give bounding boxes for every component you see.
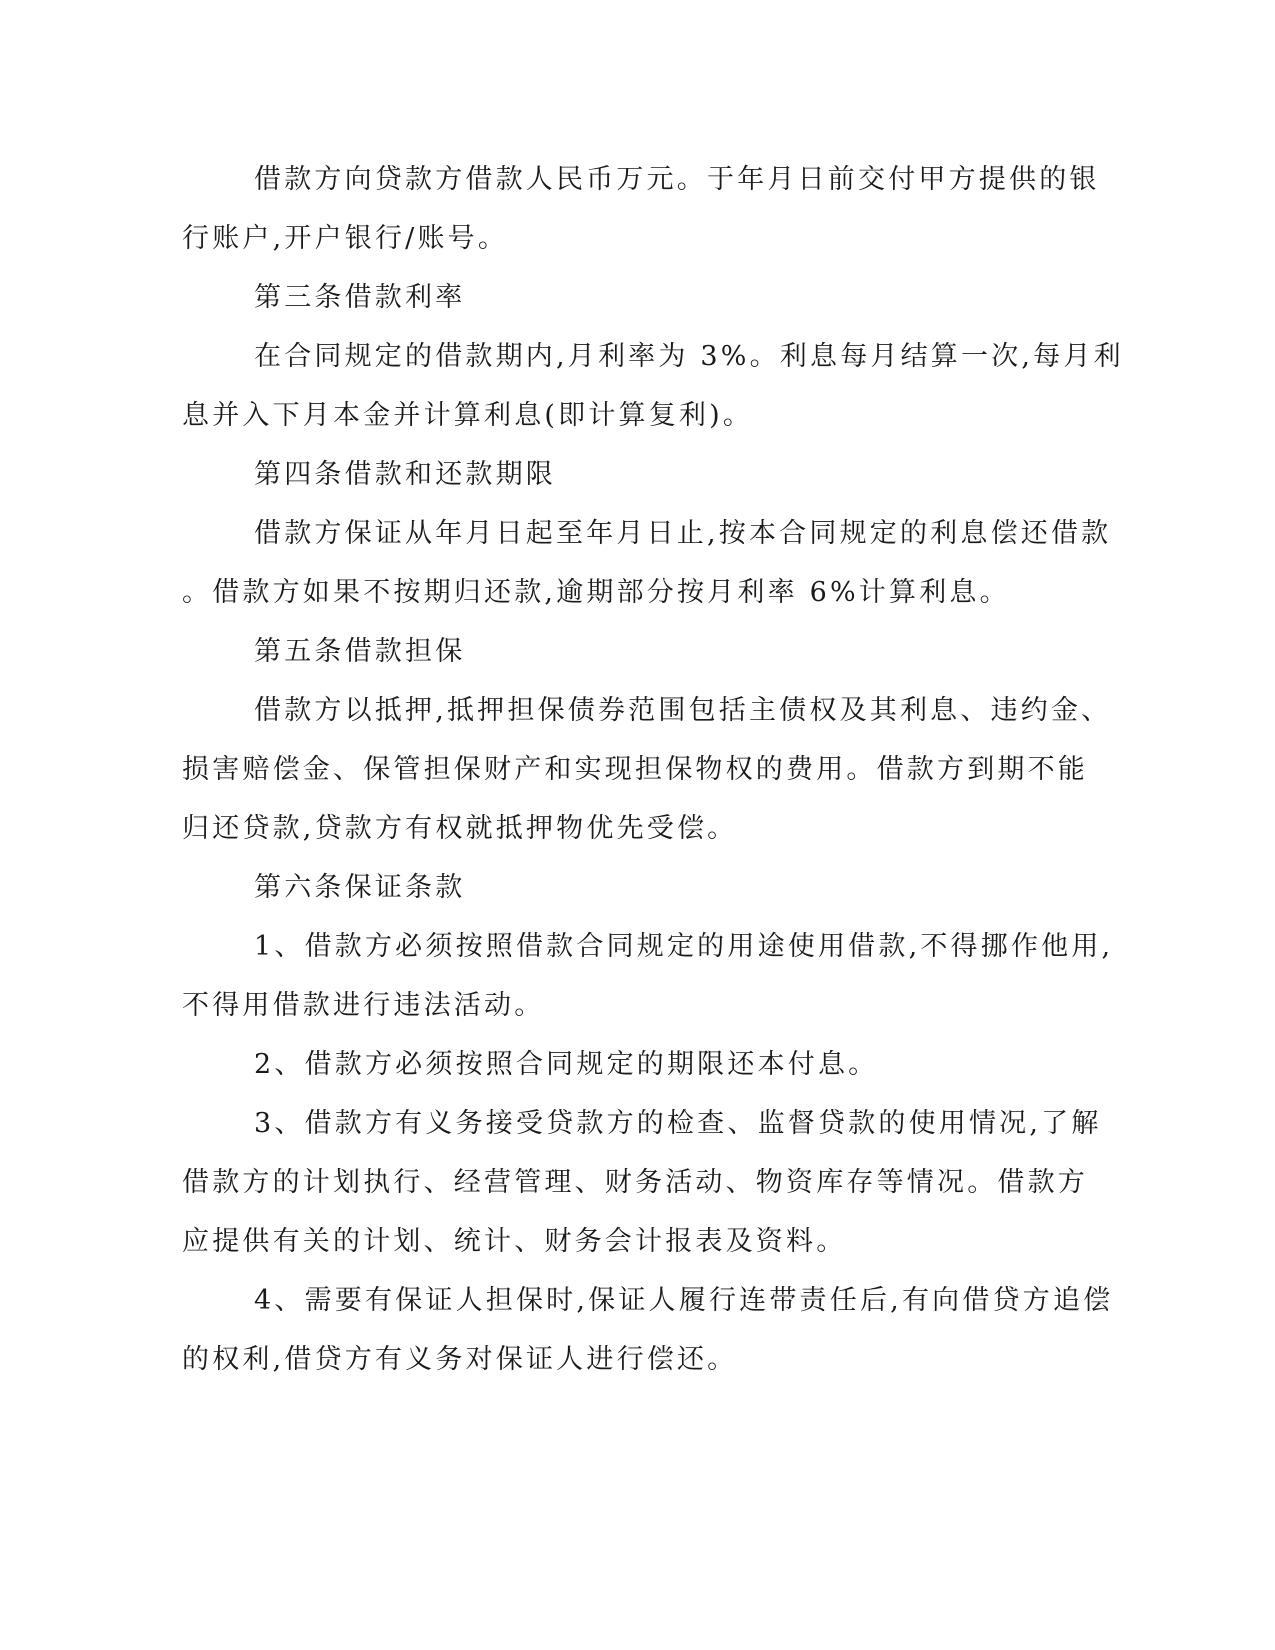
- list-item-line: 2、借款方必须按照合同规定的期限还本付息。: [254, 1049, 879, 1080]
- list-item-line: 3、借款方有义务接受贷款方的检查、监督贷款的使用情况,了解: [254, 1108, 1102, 1139]
- section-heading: 第五条借款担保: [254, 636, 466, 667]
- list-item-line: 不得用借款进行违法活动。: [182, 990, 545, 1021]
- list-item-line: 1、借款方必须按照借款合同规定的用途使用借款,不得挪作他用,: [254, 931, 1114, 962]
- list-item-line: 借款方的计划执行、经营管理、财务活动、物资库存等情况。借款方: [182, 1167, 1088, 1198]
- paragraph-line: 。借款方如果不按期归还款,逾期部分按月利率 6%计算利息。: [182, 577, 1010, 608]
- list-item-line: 4、需要有保证人担保时,保证人履行连带责任后,有向借贷方追偿: [254, 1285, 1114, 1316]
- section-heading: 第三条借款利率: [254, 282, 466, 313]
- paragraph-line: 在合同规定的借款期内,月利率为 3%。利息每月结算一次,每月利: [254, 341, 1124, 372]
- paragraph-line: 借款方以抵押,抵押担保债券范围包括主债权及其利息、违约金、: [254, 695, 1112, 726]
- section-heading: 第四条借款和还款期限: [254, 459, 556, 490]
- paragraph-line: 借款方向贷款方借款人民币万元。于年月日前交付甲方提供的银: [254, 164, 1100, 195]
- list-item-line: 应提供有关的计划、统计、财务会计报表及资料。: [182, 1226, 847, 1257]
- paragraph-line: 行账户,开户银行/账号。: [182, 223, 509, 254]
- list-item-line: 的权利,借贷方有义务对保证人进行偿还。: [182, 1344, 738, 1375]
- section-heading: 第六条保证条款: [254, 872, 466, 903]
- paragraph-line: 归还贷款,贷款方有权就抵押物优先受偿。: [182, 813, 738, 844]
- paragraph-line: 借款方保证从年月日起至年月日止,按本合同规定的利息偿还借款: [254, 518, 1112, 549]
- paragraph-line: 息并入下月本金并计算利息(即计算复利)。: [182, 400, 754, 431]
- paragraph-line: 损害赔偿金、保管担保财产和实现担保物权的费用。借款方到期不能: [182, 754, 1088, 785]
